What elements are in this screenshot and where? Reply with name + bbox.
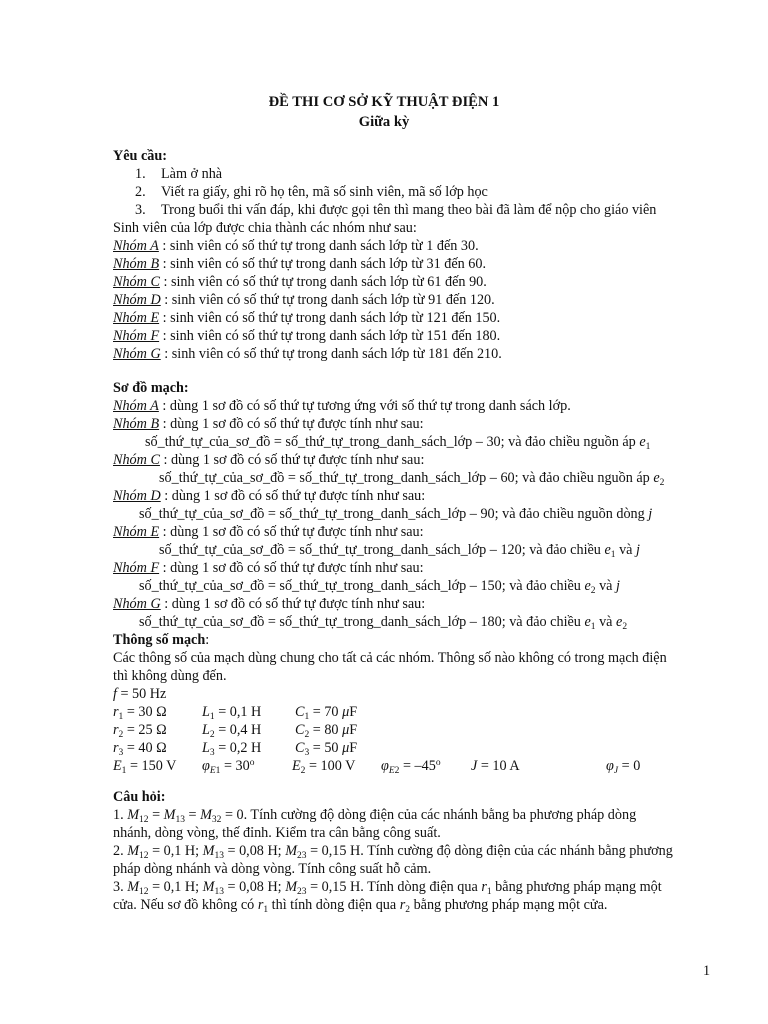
diagram-formula-c: số_thứ_tự_của_sơ_đồ = số_thứ_tự_trong_danh_sách_lớp – 60; và đảo chiều nguồn áp $e_2$: [159, 470, 665, 488]
params-intro: thì không dùng đến.: [113, 668, 227, 684]
params-intro: Các thông số của mạch dùng chung cho tất cả các nhóm. Thông số nào không có trong mạch điện: [113, 650, 667, 666]
group-name: Nhóm G: [113, 346, 161, 362]
diagram-rule-f: Nhóm F : dùng 1 sơ đồ có số thứ tự được tính như sau:: [113, 560, 424, 576]
diagram-heading: Sơ đồ mạch:: [113, 380, 189, 396]
group-line: Nhóm C : sinh viên có số thứ tự trong danh sách lớp từ 61 đến 90.: [113, 274, 487, 290]
diagram-rule-e: Nhóm E : dùng 1 sơ đồ có số thứ tự được tính như sau:: [113, 524, 424, 540]
question-3-cont: cửa. Nếu sơ đồ không có $r_1$ thì tính dòng điện qua $r_2$ bằng phương pháp mạng một cửa.: [113, 897, 608, 915]
question-1: 1. $M_{12} = M_{13} = M_{32} = 0$. Tính cường độ dòng điện của các nhánh bằng ba phương pháp dòng: [113, 807, 637, 825]
group-line: Nhóm F : sinh viên có số thứ tự trong danh sách lớp từ 151 đến 180.: [113, 328, 501, 344]
diagram-rule-b: Nhóm B : dùng 1 sơ đồ có số thứ tự được tính như sau:: [113, 416, 424, 432]
param-row: $r_2 = 25$ Ω $L_2 = 0,4$ H $C_2 = 80$ μF: [113, 722, 358, 740]
question-1-cont: nhánh, dòng vòng, thế đỉnh. Kiểm tra cân bằng công suất.: [113, 825, 441, 841]
param-frequency: f = 50 Hz: [113, 686, 167, 702]
diagram-section: [113, 379, 723, 631]
group-name: Nhóm E: [113, 310, 160, 326]
diagram-formula-f: số_thứ_tự_của_sơ_đồ = số_thứ_tự_trong_danh_sách_lớp – 150; và đảo chiều $e_2$ và j: [139, 578, 620, 596]
group-name: Nhóm A: [113, 238, 159, 254]
requirements-section: [113, 147, 723, 363]
group-name: Nhóm F: [113, 328, 160, 344]
questions-heading: Câu hỏi:: [113, 789, 166, 805]
page-number: 1: [703, 963, 711, 979]
diagram-rule-c: Nhóm C : dùng 1 sơ đồ có số thứ tự được tính như sau:: [113, 452, 425, 468]
param-sources: $E_1 = 150$ V $\varphi_{E1} = 30^o$ $E_2 = 100$ V $\varphi_{E2} = -45^o$ J = 10 A $\varphi_J = 0$: [113, 758, 641, 776]
question-2: 2. $M_{12} = 0,1$ H; $M_{13} = 0,08$ H; $M_{23} = 0,15$ H. Tính cường độ dòng điện của các nhánh bằng phương: [113, 843, 673, 861]
group-name: Nhóm B: [113, 256, 160, 272]
question-2-cont: pháp dòng nhánh và dòng vòng. Tính công suất hỗ cảm.: [113, 861, 432, 877]
params-section: [113, 631, 723, 775]
groups-intro: Sinh viên của lớp được chia thành các nhóm như sau:: [113, 220, 417, 236]
diagram-formula-d: số_thứ_tự_của_sơ_đồ = số_thứ_tự_trong_danh_sách_lớp – 90; và đảo chiều nguồn dòng j: [139, 506, 653, 522]
questions-section: [113, 788, 723, 914]
requirement-item: 3. Trong buổi thi vấn đáp, khi được gọi tên thì mang theo bài đã làm để nộp cho giáo viên: [135, 202, 657, 218]
group-line: Nhóm G : sinh viên có số thứ tự trong danh sách lớp từ 181 đến 210.: [113, 346, 502, 362]
diagram-rule-g: Nhóm G : dùng 1 sơ đồ có số thứ tự được tính như sau:: [113, 596, 426, 612]
group-name: Nhóm C: [113, 274, 160, 290]
document-subtitle: Giữa kỳ: [358, 114, 410, 130]
requirement-item: 2. Viết ra giấy, ghi rõ họ tên, mã số sinh viên, mã số lớp học: [135, 184, 488, 200]
diagram-formula-b: số_thứ_tự_của_sơ_đồ = số_thứ_tự_trong_danh_sách_lớp – 30; và đảo chiều nguồn áp $e_1$: [145, 434, 651, 452]
diagram-formula-e: số_thứ_tự_của_sơ_đồ = số_thứ_tự_trong_danh_sách_lớp – 120; và đảo chiều $e_1$ và j: [159, 542, 640, 560]
diagram-rule-a: Nhóm A : dùng 1 sơ đồ có số thứ tự tương ứng với số thứ tự trong danh sách lớp.: [113, 398, 571, 414]
requirements-heading: Yêu cầu:: [113, 148, 167, 164]
group-line: Nhóm E : sinh viên có số thứ tự trong danh sách lớp từ 121 đến 150.: [113, 310, 501, 326]
group-line: Nhóm D : sinh viên có số thứ tự trong danh sách lớp từ 91 đến 120.: [113, 292, 495, 308]
question-3: 3. $M_{12} = 0,1$ H; $M_{13} = 0,08$ H; $M_{23} = 0,15$ H. Tính dòng điện qua $r_1$ bằng phương pháp mạng một: [113, 879, 662, 897]
document-title: ĐỀ THI CƠ SỞ KỸ THUẬT ĐIỆN 1: [268, 94, 500, 110]
param-row: $r_1 = 30$ Ω $L_1 = 0,1$ H $C_1 = 70$ μF: [113, 704, 358, 722]
requirement-item: 1. Làm ở nhà: [135, 166, 223, 182]
group-line: Nhóm A : sinh viên có số thứ tự trong danh sách lớp từ 1 đến 30.: [113, 238, 479, 254]
group-line: Nhóm B : sinh viên có số thứ tự trong danh sách lớp từ 31 đến 60.: [113, 256, 487, 272]
group-name: Nhóm D: [113, 292, 161, 308]
params-heading: Thông số mạch:: [113, 632, 210, 648]
diagram-rule-d: Nhóm D : dùng 1 sơ đồ có số thứ tự được tính như sau:: [113, 488, 426, 504]
param-row: $r_3 = 40$ Ω $L_3 = 0,2$ H $C_3 = 50$ μF: [113, 740, 358, 758]
diagram-formula-g: số_thứ_tự_của_sơ_đồ = số_thứ_tự_trong_danh_sách_lớp – 180; và đảo chiều $e_1$ và $e_2$: [139, 614, 628, 632]
